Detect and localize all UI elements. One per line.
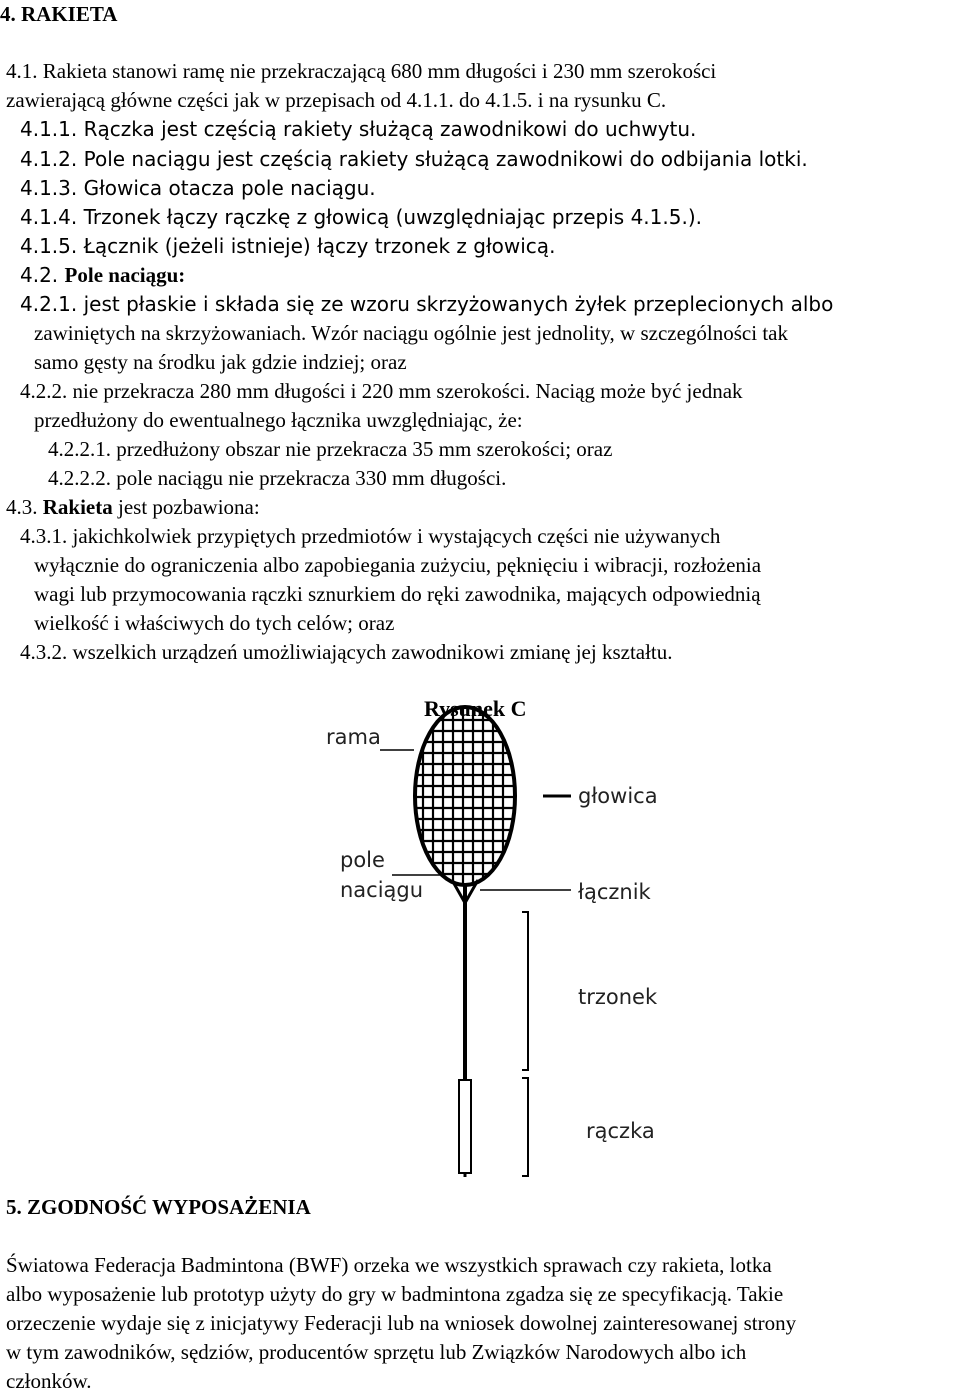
section-heading-rakieta: 4. RAKIETA [0, 2, 118, 26]
section5-line1: Światowa Federacja Badmintona (BWF) orzeka we wszystkich sprawach czy rakieta, lotka [6, 1253, 772, 1277]
rule-4-1-3: 4.1.3. Głowica otacza pole naciągu. [20, 176, 376, 200]
figure-caption: Rysunek C [424, 696, 527, 721]
section-heading-zgodnosc: 5. ZGODNOŚĆ WYPOSAŻENIA [6, 1195, 311, 1219]
rule-4-3-title: Rakieta [42, 495, 113, 519]
rule-4-1-line1: 4.1. Rakieta stanowi ramę nie przekraczającą 680 mm długości i 230 mm szerokości [6, 59, 717, 83]
label-trzonek: trzonek [578, 985, 658, 1009]
rule-4-2-number: 4.2. [20, 263, 65, 287]
rule-4-3-1-line4: wielkość i właściwych do tych celów; oraz [34, 611, 395, 635]
rule-4-2-2-2: 4.2.2.2. pole naciągu nie przekracza 330 mm długości. [48, 466, 507, 490]
label-pole: pole [340, 848, 385, 872]
label-rama: rama [326, 725, 381, 749]
rule-4-1-1: 4.1.1. Rączka jest częścią rakiety służącą zawodnikowi do uchwytu. [20, 117, 697, 141]
section5-line3: orzeczenie wydaje się z inicjatywy Federacji lub na wniosek dowolnej zainteresowanej strony [6, 1311, 797, 1335]
rule-4-3-1-line1: 4.3.1. jakichkolwiek przypiętych przedmiotów i wystających części nie używanych [20, 524, 721, 548]
bracket-raczka [522, 1078, 528, 1176]
rule-4-3-number: 4.3. [6, 495, 43, 519]
rule-4-2-1-line2: zawiniętych na skrzyżowaniach. Wzór naciągu ogólnie jest jednolity, w szczególności tak [34, 321, 788, 345]
rule-4-2-2-1: 4.2.2.1. przedłużony obszar nie przekracza 35 mm szerokości; oraz [48, 437, 613, 461]
racket-string-grid [410, 700, 520, 890]
racket-handle [459, 1080, 471, 1173]
label-raczka: rączka [586, 1119, 655, 1143]
rule-4-3-1-line2: wyłącznie do ograniczenia albo zapobiegania zużyciu, pęknięciu i wibracji, rozłożenia [34, 553, 762, 577]
rule-4-1-line2: zawierającą główne części jak w przepisach od 4.1.1. do 4.1.5. i na rysunku C. [6, 88, 667, 112]
rule-4-2-title: Pole naciągu: [64, 263, 186, 287]
section5-line2: albo wyposażenie lub prototyp użyty do gry w badmintona zgadza się ze specyfikacją. Takie [6, 1282, 784, 1306]
section5-line5: członków. [6, 1369, 92, 1393]
label-glowica: głowica [578, 784, 658, 808]
rule-4-3-2: 4.3.2. wszelkich urządzeń umożliwiających zawodnikowi zmianę jej kształtu. [20, 640, 673, 664]
rule-4-3-1-line3: wagi lub przymocowania rączki sznurkiem do ręki zawodnika, mających odpowiednią [34, 582, 761, 606]
rule-4-1-2: 4.1.2. Pole naciągu jest częścią rakiety służącą zawodnikowi do odbijania lotki. [20, 147, 808, 171]
section5-line4: w tym zawodników, sędziów, producentów sprzętu lub Związków Narodowych albo ich [6, 1340, 747, 1364]
label-naciagu: naciągu [340, 878, 424, 902]
bracket-trzonek [522, 912, 528, 1070]
rule-4-2-2-line1: 4.2.2. nie przekracza 280 mm długości i 220 mm szerokości. Naciąg może być jednak [20, 379, 743, 403]
rule-4-2-1-line1: 4.2.1. jest płaskie i składa się ze wzoru skrzyżowanych żyłek przeplecionych albo [20, 292, 834, 316]
label-lacznik: łącznik [578, 880, 651, 904]
rule-4-1-4: 4.1.4. Trzonek łączy rączkę z głowicą (uwzględniając przepis 4.1.5.). [20, 205, 702, 229]
rule-4-2-2-line2: przedłużony do ewentualnego łącznika uwzględniając, że: [34, 408, 523, 432]
rule-4-1-5: 4.1.5. Łącznik (jeżeli istnieje) łączy trzonek z głowicą. [20, 234, 556, 258]
rule-4-2-1-line3: samo gęsty na środku jak gdzie indziej; oraz [34, 350, 407, 374]
rule-4-3-rest: jest pozbawiona: [112, 495, 260, 519]
